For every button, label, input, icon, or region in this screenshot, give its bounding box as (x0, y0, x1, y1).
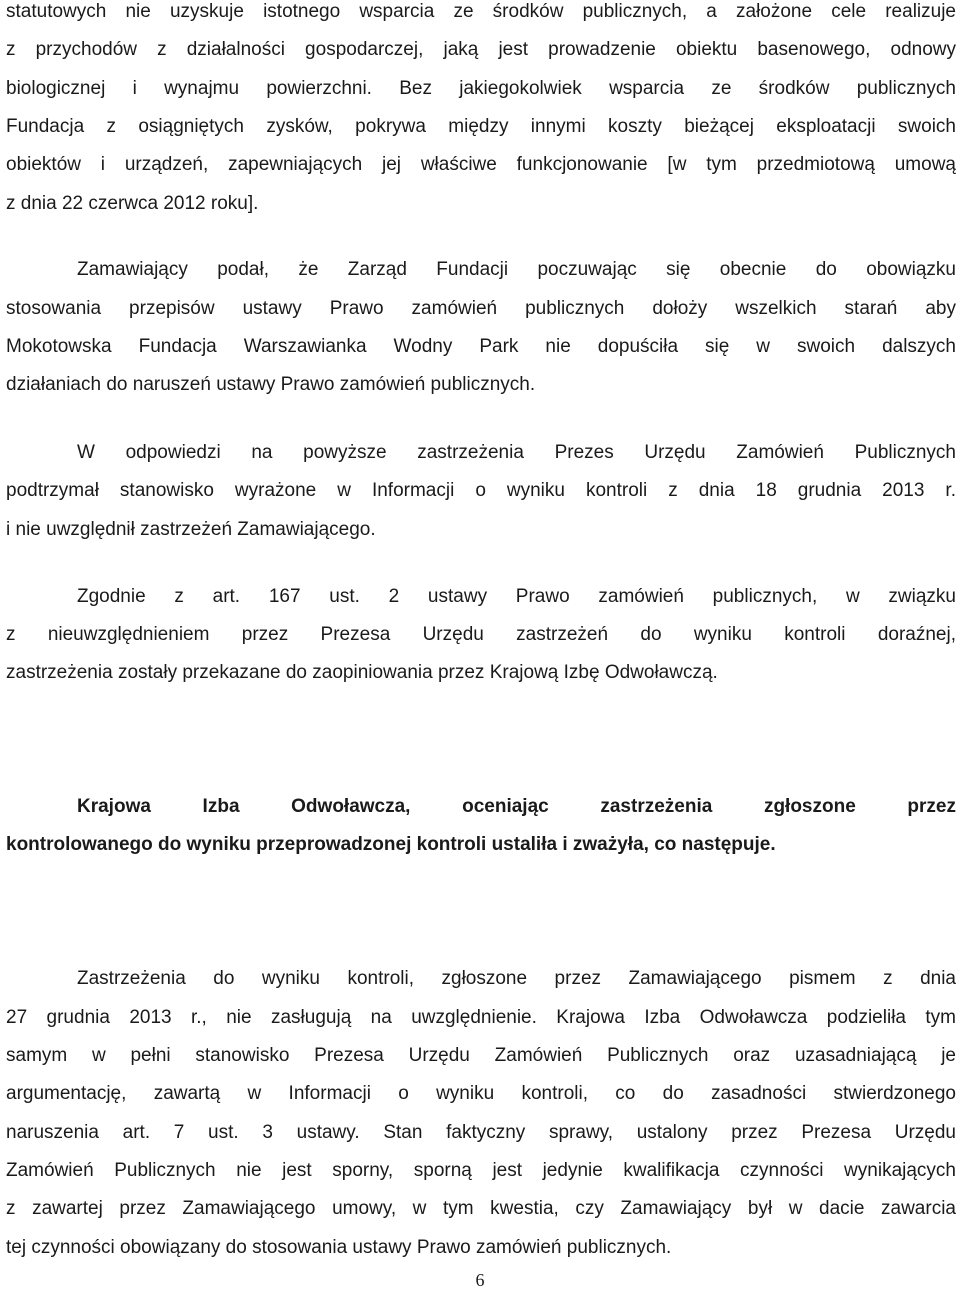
text-line: z nieuwzględnieniem przez Prezesa Urzędu zastrzeżeń do wyniku kontroli doraźnej, (6, 624, 956, 645)
text-line: podtrzymał stanowisko wyrażone w Informacji o wyniku kontroli z dnia 18 grudnia 2013 r. (6, 480, 956, 501)
text-line: 27 grudnia 2013 r., nie zasługują na uwzględnienie. Krajowa Izba Odwoławcza podzieliła tym (6, 1007, 956, 1028)
text-line: W odpowiedzi na powyższe zastrzeżenia Prezes Urzędu Zamówień Publicznych (77, 442, 956, 463)
text-line: tej czynności obowiązany do stosowania ustawy Prawo zamówień publicznych. (6, 1237, 672, 1258)
text-line: działaniach do naruszeń ustawy Prawo zamówień publicznych. (6, 374, 536, 395)
text-line: biologicznej i wynajmu powierzchni. Bez jakiegokolwiek wsparcia ze środków publicznych (6, 78, 956, 99)
text-line: argumentację, zawartą w Informacji o wyniku kontroli, co do zasadności stwierdzonego (6, 1083, 956, 1104)
text-line: i nie uwzględnił zastrzeżeń Zamawiającego. (6, 519, 376, 540)
text-line: stosowania przepisów ustawy Prawo zamówień publicznych dołoży wszelkich starań aby (6, 298, 956, 319)
text-line: z dnia 22 czerwca 2012 roku]. (6, 193, 259, 214)
text-line: zastrzeżenia zostały przekazane do zaopiniowania przez Krajową Izbę Odwoławczą. (6, 662, 718, 683)
text-line: z zawartej przez Zamawiającego umowy, w tym kwestia, czy Zamawiający był w dacie zawarcia (6, 1198, 956, 1219)
page-number: 6 (475, 1270, 485, 1290)
text-line: Zamawiający podał, że Zarząd Fundacji poczuwając się obecnie do obowiązku (77, 259, 956, 280)
text-line: Zamówień Publicznych nie jest sporny, sporną jest jedynie kwalifikacja czynności wynikających (6, 1160, 956, 1181)
text-line: statutowych nie uzyskuje istotnego wsparcia ze środków publicznych, a założone cele realizuje (6, 1, 956, 22)
heading-line: kontrolowanego do wyniku przeprowadzonej kontroli ustaliła i zważyła, co następuje. (6, 834, 776, 855)
text-line: Zgodnie z art. 167 ust. 2 ustawy Prawo zamówień publicznych, w związku (77, 586, 956, 607)
text-line: obiektów i urządzeń, zapewniających jej właściwe funkcjonowanie [w tym przedmiotową umową (6, 154, 956, 175)
text-line: Zastrzeżenia do wyniku kontroli, zgłoszone przez Zamawiającego pismem z dnia (77, 968, 956, 989)
text-line: Mokotowska Fundacja Warszawianka Wodny Park nie dopuściła się w swoich dalszych (6, 336, 956, 357)
text-line: naruszenia art. 7 ust. 3 ustawy. Stan faktyczny sprawy, ustalony przez Prezesa Urzędu (6, 1122, 956, 1143)
heading-line: Krajowa Izba Odwoławcza, oceniając zastrzeżenia zgłoszone przez (77, 796, 956, 817)
text-line: Fundacja z osiągniętych zysków, pokrywa między innymi koszty bieżącej eksploatacji swoich (6, 116, 956, 137)
text-line: samym w pełni stanowisko Prezesa Urzędu Zamówień Publicznych oraz uzasadniającą je (6, 1045, 956, 1066)
text-line: z przychodów z działalności gospodarczej, jaką jest prowadzenie obiektu basenowego, odnowy (6, 39, 956, 60)
